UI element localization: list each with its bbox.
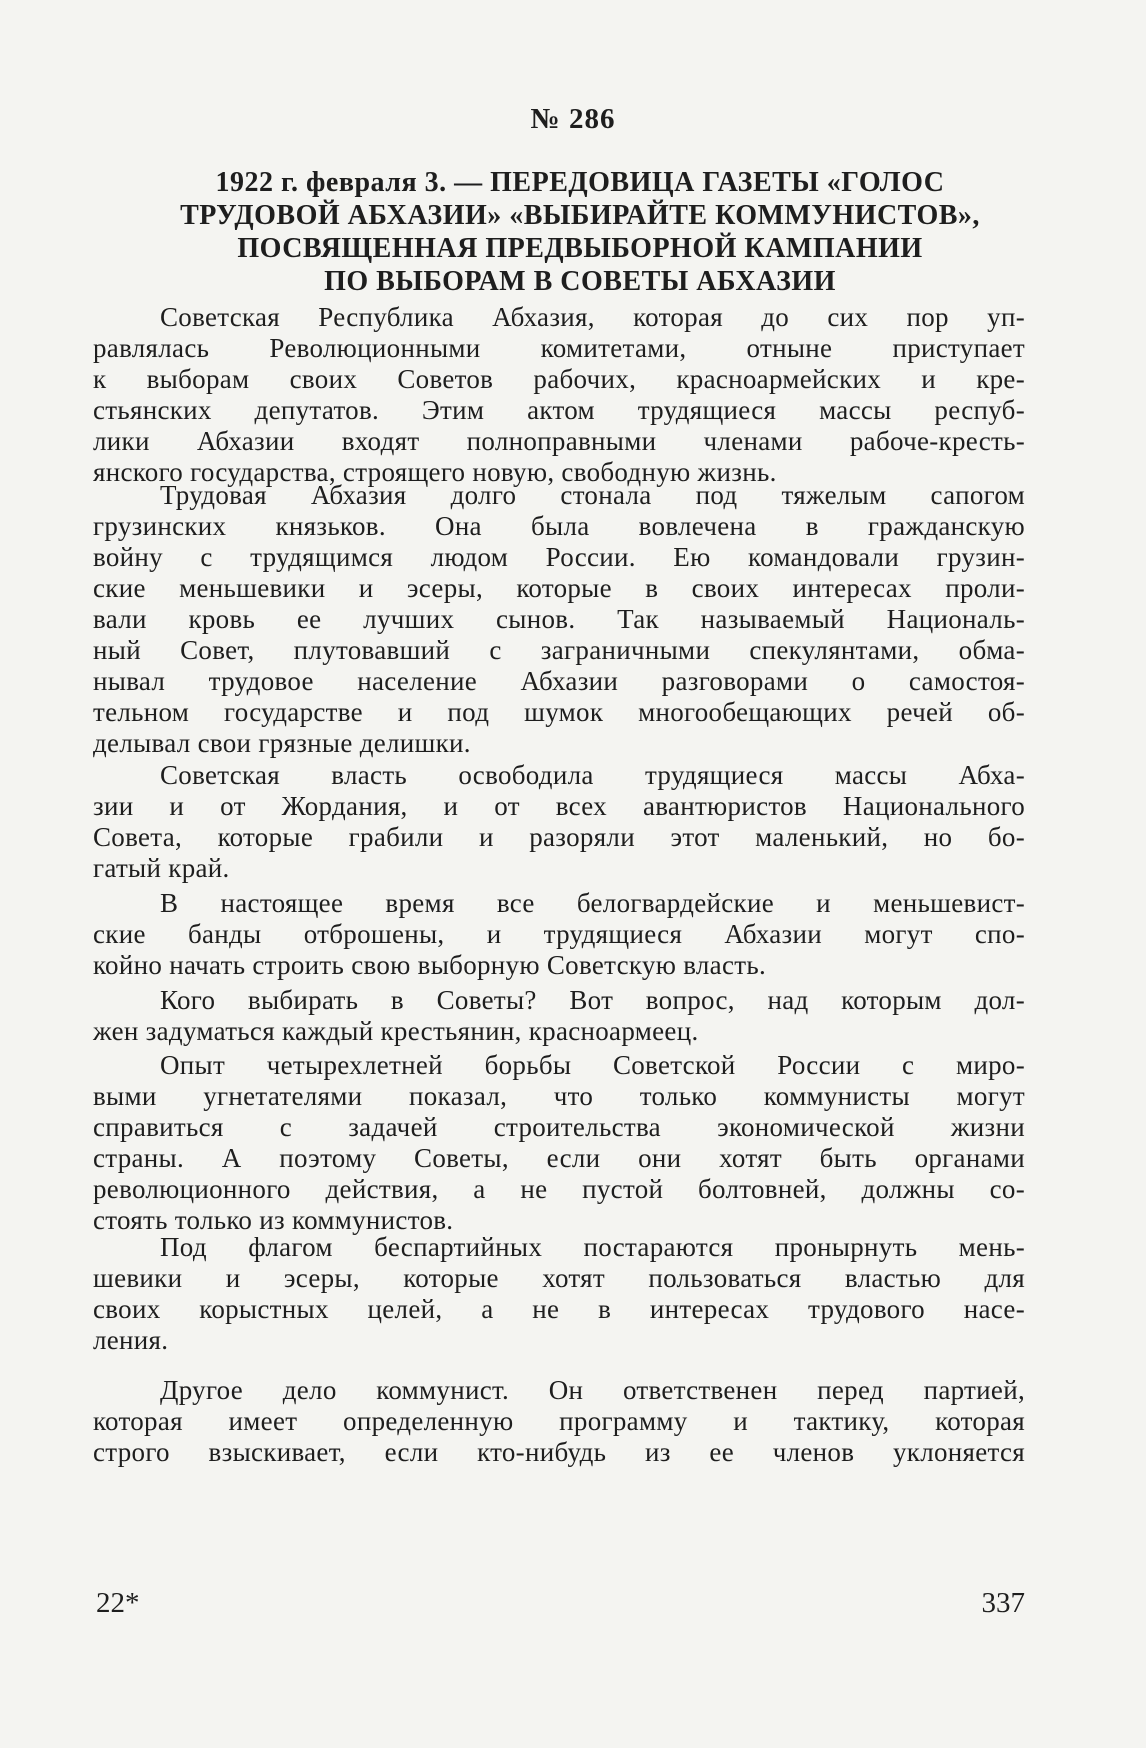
document-number: № 286 [530, 103, 616, 135]
text-line: Советская власть освободила трудящиеся массы Абха- [160, 760, 1025, 790]
text-line: Под флагом беспартийных постараются пронырнуть мень- [160, 1232, 1025, 1262]
text-line: нывал трудовое население Абхазии разговорами о самостоя- [93, 666, 1025, 696]
title-line: ПО ВЫБОРАМ В СОВЕТЫ АБХАЗИИ [324, 266, 836, 297]
text-line: зии и от Жордания, и от всех авантюристов Национального [93, 791, 1025, 821]
title-line: 1922 г. февраля 3. — ПЕРЕДОВИЦА ГАЗЕТЫ «ГОЛОС [215, 167, 945, 198]
text-line: ские банды отброшены, и трудящиеся Абхазии могут спо- [93, 919, 1025, 949]
text-line: которая имеет определенную программу и тактику, которая [93, 1406, 1025, 1436]
paragraph-3 [93, 760, 1025, 884]
page-number: 337 [981, 1587, 1025, 1619]
text-line: Советская Республика Абхазия, которая до сих пор уп- [160, 302, 1025, 332]
paragraph-5 [93, 985, 1025, 1047]
paragraph-1 [93, 302, 1025, 488]
text-line: войну с трудящимся людом России. Ею командовали грузин- [93, 542, 1025, 572]
text-line: Совета, которые грабили и разоряли этот маленький, но бо- [93, 822, 1025, 852]
text-line: революционного действия, а не пустой болтовней, должны со- [93, 1174, 1025, 1204]
document-title [120, 166, 1040, 298]
paragraph-2 [93, 480, 1025, 759]
title-line: ТРУДОВОЙ АБХАЗИИ» «ВЫБИРАЙТЕ КОММУНИСТОВ», [180, 200, 980, 231]
text-line: койно начать строить свою выборную Советскую власть. [93, 950, 767, 980]
text-line: к выборам своих Советов рабочих, красноармейских и кре- [93, 364, 1025, 394]
text-line: выми угнетателями показал, что только коммунисты могут [93, 1081, 1025, 1111]
signature-mark: 22* [96, 1587, 140, 1619]
text-line: стоять только из коммунистов. [93, 1205, 454, 1235]
text-line: своих корыстных целей, а не в интересах трудового насе- [93, 1294, 1025, 1324]
text-line: Другое дело коммунист. Он ответственен перед партией, [160, 1375, 1025, 1405]
text-line: В настоящее время все белогвардейские и меньшевист- [160, 888, 1025, 918]
paragraph-8 [93, 1375, 1025, 1468]
text-line: тельном государстве и под шумок многообещающих речей об- [93, 697, 1025, 727]
text-line: ный Совет, плутовавший с заграничными спекулянтами, обма- [93, 635, 1025, 665]
text-line: янского государства, строящего новую, свободную жизнь. [93, 457, 777, 487]
text-line: стьянских депутатов. Этим актом трудящиеся массы респуб- [93, 395, 1025, 425]
text-line: грузинских князьков. Она была вовлечена в гражданскую [93, 511, 1025, 541]
text-line: Кого выбирать в Советы? Вот вопрос, над которым дол- [160, 985, 1025, 1015]
text-line: равлялась Революционными комитетами, отныне приступает [93, 333, 1025, 363]
paragraph-7 [93, 1232, 1025, 1356]
text-line: вали кровь ее лучших сынов. Так называемый Националь- [93, 604, 1025, 634]
paragraph-4 [93, 888, 1025, 981]
text-line: справиться с задачей строительства экономической жизни [93, 1112, 1025, 1142]
text-line: жен задуматься каждый крестьянин, красноармеец. [93, 1016, 699, 1046]
text-line: гатый край. [93, 853, 230, 883]
title-line: ПОСВЯЩЕННАЯ ПРЕДВЫБОРНОЙ КАМПАНИИ [237, 233, 923, 264]
text-line: страны. А поэтому Советы, если они хотят быть органами [93, 1143, 1025, 1173]
text-line: строго взыскивает, если кто-нибудь из ее членов уклоняется [93, 1437, 1025, 1467]
text-line: ские меньшевики и эсеры, которые в своих интересах проли- [93, 573, 1025, 603]
text-line: Трудовая Абхазия долго стонала под тяжелым сапогом [160, 480, 1025, 510]
text-line: ления. [93, 1325, 169, 1355]
text-line: делывал свои грязные делишки. [93, 728, 471, 758]
text-line: шевики и эсеры, которые хотят пользоваться властью для [93, 1263, 1025, 1293]
paragraph-6 [93, 1050, 1025, 1236]
text-line: лики Абхазии входят полноправными членами рабоче-кресть- [93, 426, 1025, 456]
text-line: Опыт четырехлетней борьбы Советской России с миро- [160, 1050, 1025, 1080]
